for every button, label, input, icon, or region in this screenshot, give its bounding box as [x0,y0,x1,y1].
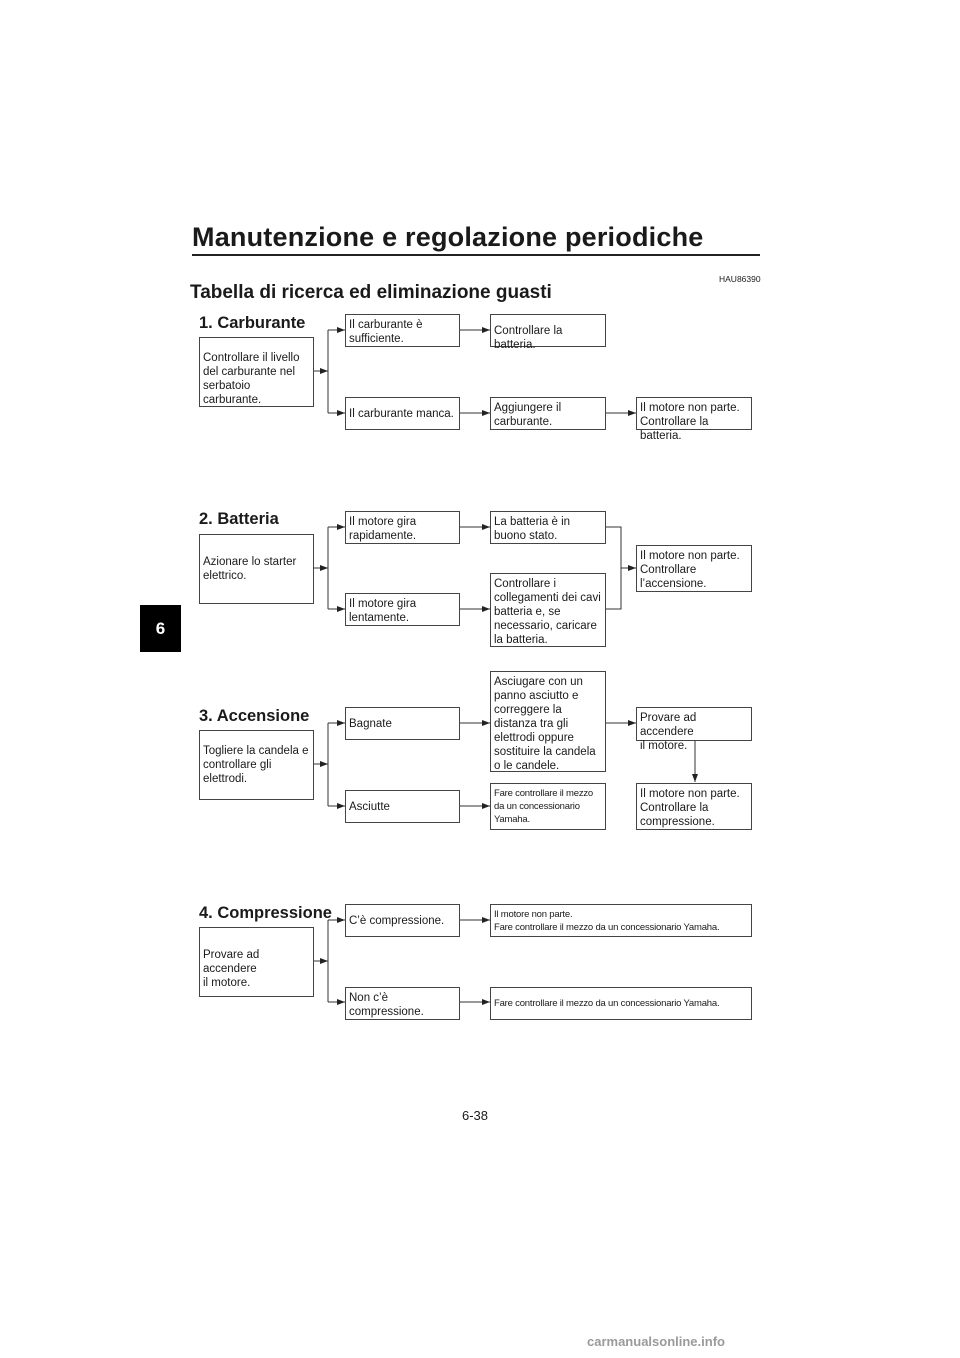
box-compression-yes-next: Il motore non parte. Fare controllare il mezzo da un concessionario Yamaha. [490,904,752,937]
box-battery-slow: Il motore gira lentamente. [345,593,460,626]
box-compression-start: Provare ad accendere il motore. [199,927,314,997]
section-title: Tabella di ricerca ed eliminazione guasti [190,282,552,303]
box-ignition-dry-next: Fare controllare il mezzo da un concessionario Yamaha. [490,783,606,830]
box-fuel-start: Controllare il livello del carburante nel serbatoio carburante. [199,337,314,407]
section-title-battery: 2. Batteria [199,510,279,528]
section-title-fuel: 1. Carburante [199,314,306,332]
watermark: carmanualsonline.info [587,1334,725,1349]
box-ignition-wet-next: Asciugare con un panno asciutto e correggere la distanza tra gli elettrodi oppure sostituire la candela o le candele. [490,671,606,772]
box-fuel-no: Il carburante manca. [345,397,460,430]
section-title-compression: 4. Compressione [199,904,332,922]
doc-code: HAU86390 [719,274,761,284]
section-title-ignition: 3. Accensione [199,707,310,725]
box-compression-no: Non c’è compressione. [345,987,460,1020]
box-battery-slow-next: Controllare i collegamenti dei cavi batteria e, se necessario, caricare la batteria. [490,573,606,647]
box-battery-fast-next: La batteria è in buono stato. [490,511,606,544]
box-ignition-retry-fail: Il motore non parte. Controllare la compressione. [636,783,752,830]
box-fuel-yes: Il carburante è sufficiente. [345,314,460,347]
box-fuel-yes-next: Controllare la batteria. [490,314,606,347]
connector-battery-merge [606,527,621,609]
box-battery-fast: Il motore gira rapidamente. [345,511,460,544]
box-ignition-retry: Provare ad accendere il motore. [636,707,752,741]
box-battery-start: Azionare lo starter elettrico. [199,534,314,604]
box-fuel-no-next: Aggiungere il carburante. [490,397,606,430]
page-header: Manutenzione e regolazione periodiche [192,222,704,252]
box-ignition-dry: Asciutte [345,790,460,823]
box-ignition-wet: Bagnate [345,707,460,740]
chapter-tab: 6 [140,605,181,652]
box-battery-final: Il motore non parte. Controllare l’accensione. [636,545,752,592]
box-compression-no-next: Fare controllare il mezzo da un concessionario Yamaha. [490,987,752,1020]
box-fuel-no-final: Il motore non parte. Controllare la batteria. [636,397,752,430]
box-ignition-start: Togliere la candela e controllare gli elettrodi. [199,730,314,800]
box-compression-yes: C’è compressione. [345,904,460,937]
page-number: 6-38 [462,1108,489,1123]
